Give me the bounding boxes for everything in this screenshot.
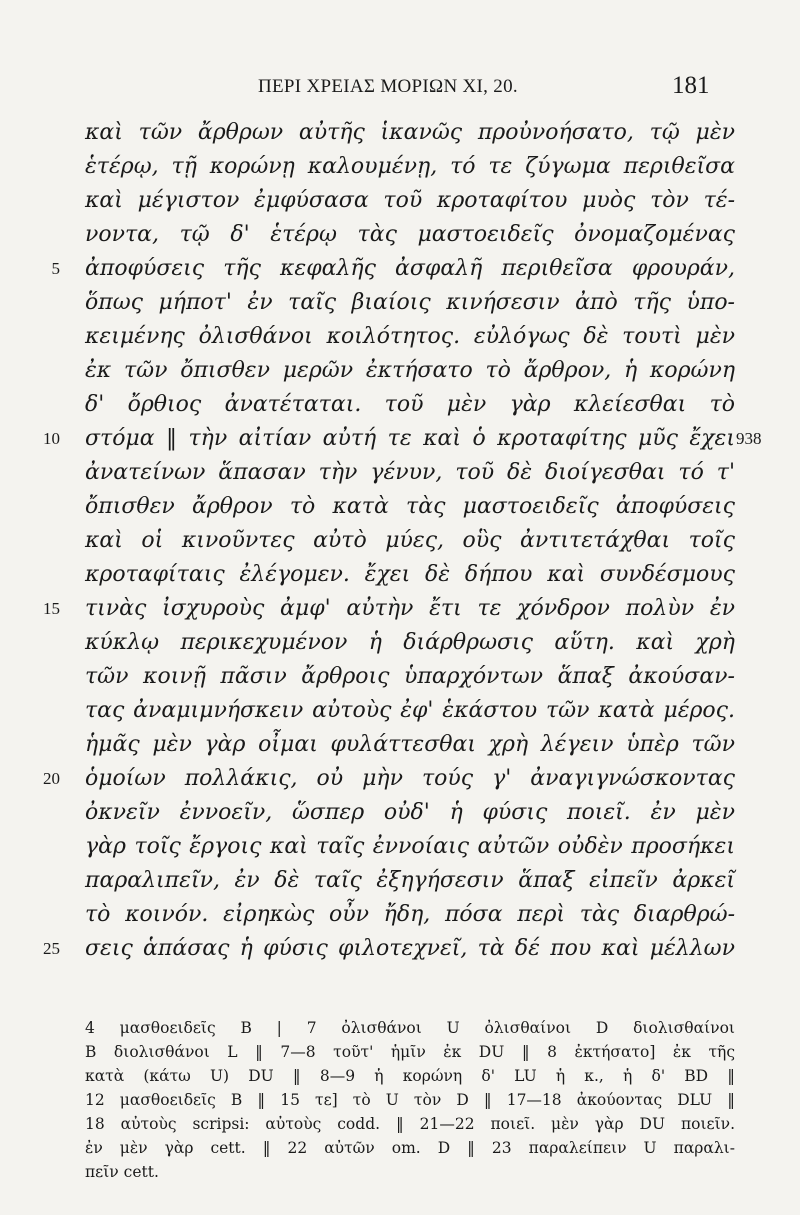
apparatus-line: 12 μασθοειδεῖς B ‖ 15 τε] τὸ U τὸν D ‖ 17—18 ἀκούοντας DLU ‖ <box>85 1091 735 1109</box>
text-line: τινὰς ἰσχυροὺς ἀμφ' αὐτὴν ἔτι τε χόνδρον πολὺν ἐν <box>85 596 735 621</box>
text-line: ὄπισθεν ἄρθρον τὸ κατὰ τὰς μαστοειδεῖς ἀποφύσεις <box>85 494 735 519</box>
text-line: κύκλῳ περικεχυμένον ἡ διάρθρωσις αὕτη. καὶ χρὴ <box>85 630 735 655</box>
text-line: ἑτέρῳ, τῇ κορώνῃ καλουμένῃ, τό τε ζύγωμα περιθεῖσα <box>85 154 735 179</box>
text-line: στόμα ‖ τὴν αἰτίαν αὐτή τε καὶ ὁ κροταφίτης μῦς ἔχει <box>85 426 735 451</box>
line-number: 25 <box>43 939 60 958</box>
text-line: κειμένης ὀλισθάνοι κοιλότητος. εὐλόγως δὲ τουτὶ μὲν <box>85 324 735 349</box>
text-line: ὀκνεῖν ἐννοεῖν, ὥσπερ οὐδ' ἡ φύσις ποιεῖ. ἐν μὲν <box>85 800 735 825</box>
line-number: 20 <box>43 769 60 788</box>
apparatus-line: ἐν μὲν γὰρ cett. ‖ 22 αὐτῶν om. D ‖ 23 παραλείπειν U παραλι- <box>85 1139 735 1157</box>
running-title: ΠΕΡΙ ΧΡΕΙΑΣ ΜΟΡΙΩΝ XI, 20. <box>258 76 518 97</box>
text-line: γὰρ τοῖς ἔργοις καὶ ταῖς ἐννοίαις αὐτῶν οὐδὲν προσήκει <box>85 834 735 859</box>
apparatus-line: 4 μασθοειδεῖς B | 7 ὀλισθάνοι U ὀλισθαίνοι D διολισθαίνοι <box>85 1019 735 1037</box>
text-line: καὶ μέγιστον ἐμφύσασα τοῦ κροταφίτου μυὸς τὸν τέ- <box>85 188 735 213</box>
text-line: τῶν κοινῇ πᾶσιν ἄρθροις ὑπαρχόντων ἅπαξ ἀκούσαν- <box>85 664 735 689</box>
apparatus-line: 18 αὐτοὺς scripsi: αὐτοὺς codd. ‖ 21—22 ποιεῖ. μὲν γὰρ DU ποιεῖν. <box>85 1115 735 1133</box>
text-line: τας ἀναμιμνήσκειν αὐτοὺς ἐφ' ἑκάστου τῶν κατὰ μέρος. <box>85 698 735 723</box>
line-number: 10 <box>43 429 60 448</box>
text-line: παραλιπεῖν, ἐν δὲ ταῖς ἐξηγήσεσιν ἅπαξ εἰπεῖν ἀρκεῖ <box>85 868 735 893</box>
line-number: 5 <box>51 259 60 278</box>
apparatus-line: B διολισθάνοι L ‖ 7—8 τοῦτ' ἡμῖν ἐκ DU ‖ 8 ἐκτήσατο] ἐκ τῆς <box>85 1043 735 1061</box>
text-line: τὸ κοινόν. εἰρηκὼς οὖν ἤδη, πόσα περὶ τὰς διαρθρώ- <box>85 902 735 927</box>
text-line: καὶ οἱ κινοῦντες αὐτὸ μύες, οὓς ἀντιτετάχθαι τοῖς <box>85 528 735 553</box>
text-line: κροταφίταις ἐλέγομεν. ἔχει δὲ δήπου καὶ συνδέσμους <box>85 562 735 587</box>
text-line: ἀνατείνων ἅπασαν τὴν γένυν, τοῦ δὲ διοίγεσθαι τό τ' <box>85 460 735 485</box>
text-line: δ' ὄρθιος ἀνατέταται. τοῦ μὲν γὰρ κλείεσθαι τὸ <box>85 392 735 417</box>
text-line: ὅπως μήποτ' ἐν ταῖς βιαίοις κινήσεσιν ἀπὸ τῆς ὑπο- <box>85 290 735 315</box>
text-line: ἐκ τῶν ὄπισθεν μερῶν ἐκτήσατο τὸ ἄρθρον, ἡ κορώνη <box>85 358 735 383</box>
apparatus-line: κατὰ (κάτω U) DU ‖ 8—9 ἡ κορώνη δ' LU ἡ κ., ἡ δ' BD ‖ <box>85 1067 735 1085</box>
edition-page-reference: 938 <box>736 429 762 448</box>
page-number: 181 <box>672 72 710 99</box>
text-line: νοντα, τῷ δ' ἑτέρῳ τὰς μαστοειδεῖς ὀνομαζομένας <box>85 222 735 247</box>
text-line: σεις ἁπάσας ἡ φύσις φιλοτεχνεῖ, τὰ δέ που καὶ μέλλων <box>85 936 735 961</box>
text-line: καὶ τῶν ἄρθρων αὐτῆς ἱκανῶς προὐνοήσατο, τῷ μὲν <box>85 120 735 145</box>
text-line: ἀποφύσεις τῆς κεφαλῆς ἀσφαλῆ περιθεῖσα φρουράν, <box>85 256 735 281</box>
text-line: ὁμοίων πολλάκις, οὐ μὴν τούς γ' ἀναγιγνώσκοντας <box>85 766 735 791</box>
text-line: ἡμᾶς μὲν γὰρ οἶμαι φυλάττεσθαι χρὴ λέγειν ὑπὲρ τῶν <box>85 732 735 757</box>
line-number: 15 <box>43 599 60 618</box>
apparatus-line: πεῖν cett. <box>85 1163 159 1181</box>
